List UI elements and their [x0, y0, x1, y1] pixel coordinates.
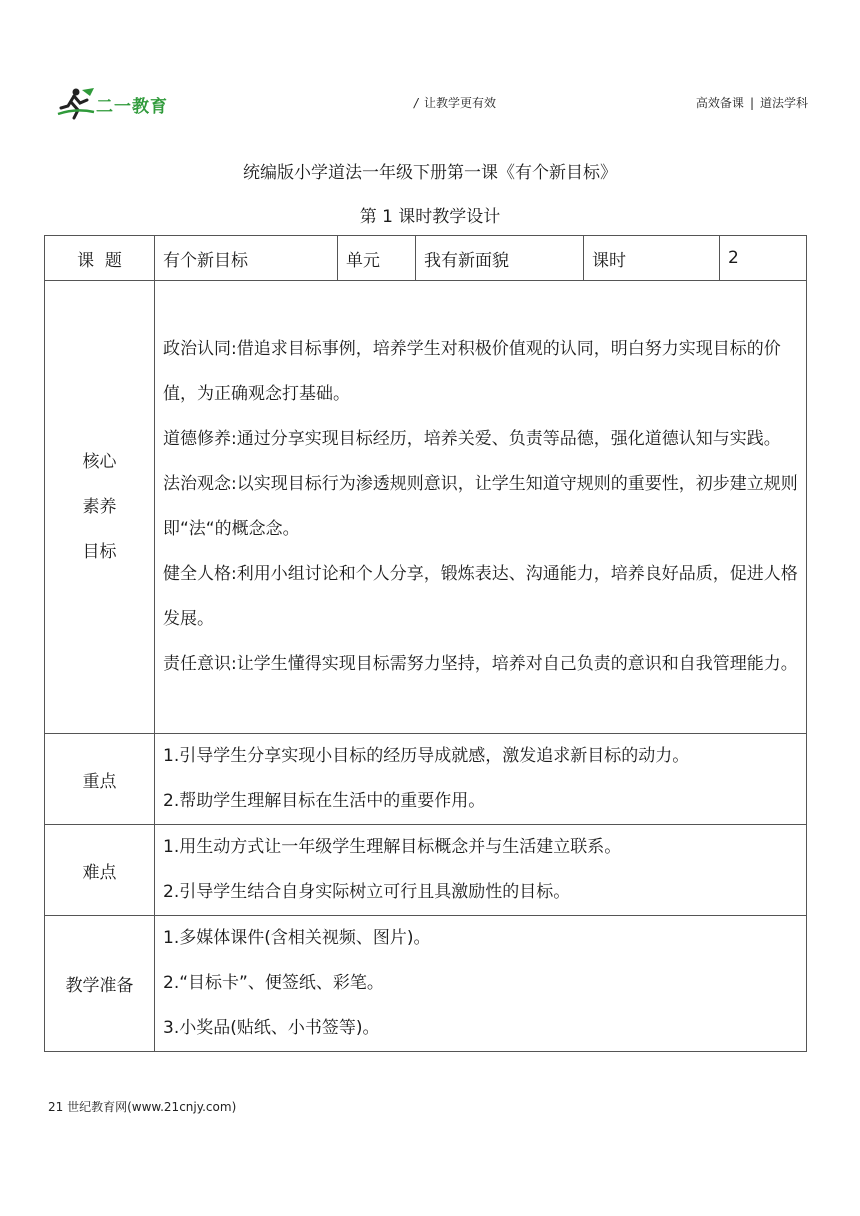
core-paragraph: 政治认同:借追求目标事例，培养学生对积极价值观的认同，明白努力实现目标的价值，为正确观念打基础。	[163, 339, 781, 404]
runner-logo-icon	[56, 86, 96, 120]
period-label: 课时	[584, 236, 720, 281]
period-value: 2	[720, 236, 807, 281]
prep-line: 2.“目标卡”、便签纸、彩笔。	[163, 973, 384, 993]
core-label	[45, 281, 155, 734]
lesson-table	[44, 235, 807, 1052]
footer-source: 21 世纪教育网(www.21cnjy.com)	[48, 1100, 237, 1114]
prep-content	[155, 916, 807, 1052]
prep-label: 教学准备	[45, 916, 155, 1052]
core-paragraph: 法治观念:以实现目标行为渗透规则意识，让学生知道守规则的重要性，初步建立规则即“法“的概念念。	[163, 474, 798, 539]
logo	[56, 86, 176, 120]
core-label-line: 目标	[82, 541, 117, 562]
key-line: 1.引导学生分享实现小目标的经历导成就感，激发追求新目标的动力。	[163, 746, 690, 766]
core-paragraph: 道德修养:通过分享实现目标经历，培养关爱、负责等品德，强化道德认知与实践。	[163, 429, 781, 449]
difficult-line: 1.用生动方式让一年级学生理解目标概念并与生活建立联系。	[163, 837, 622, 857]
core-paragraph: 健全人格:利用小组讨论和个人分享，锻炼表达、沟通能力，培养良好品质，促进人格发展。	[163, 564, 798, 629]
unit-label: 单元	[338, 236, 416, 281]
core-paragraph: 责任意识:让学生懂得实现目标需努力坚持，培养对自己负责的意识和自我管理能力。	[163, 654, 798, 674]
subject-tag	[696, 94, 808, 111]
difficult-line: 2.引导学生结合自身实际树立可行且具激励性的目标。	[163, 882, 571, 902]
key-label: 重点	[45, 734, 155, 825]
key-line: 2.帮助学生理解目标在生活中的重要作用。	[163, 791, 486, 811]
page-header	[0, 0, 860, 130]
key-content	[155, 734, 807, 825]
slogan-text: 让教学更有效	[424, 96, 497, 110]
table-row-topic	[45, 236, 807, 281]
subject-tag-separator: |	[749, 96, 754, 110]
document-subtitle: 第 1 课时教学设计	[359, 207, 501, 227]
table-row-core	[45, 281, 807, 734]
table-row-key	[45, 734, 807, 825]
subject-tag-left: 高效备课	[695, 96, 744, 110]
prep-line: 3.小奖品(贴纸、小书签等)。	[163, 1018, 380, 1038]
prep-line: 1.多媒体课件(含相关视频、图片)。	[163, 928, 431, 948]
topic-label: 课 题	[45, 236, 155, 281]
slogan	[414, 94, 496, 111]
topic-value: 有个新目标	[155, 236, 338, 281]
core-label-line: 素养	[82, 496, 117, 517]
table-row-difficult	[45, 825, 807, 916]
difficult-label: 难点	[45, 825, 155, 916]
document-title: 统编版小学道法一年级下册第一课《有个新目标》	[243, 163, 617, 183]
core-content	[155, 281, 807, 734]
unit-value: 我有新面貌	[416, 236, 584, 281]
logo-text: 二一教育	[96, 97, 168, 117]
core-label-line: 核心	[82, 451, 117, 472]
difficult-content	[155, 825, 807, 916]
table-row-prep	[45, 916, 807, 1052]
slash-divider: /	[414, 96, 419, 110]
subject-tag-right: 道法学科	[759, 96, 808, 110]
